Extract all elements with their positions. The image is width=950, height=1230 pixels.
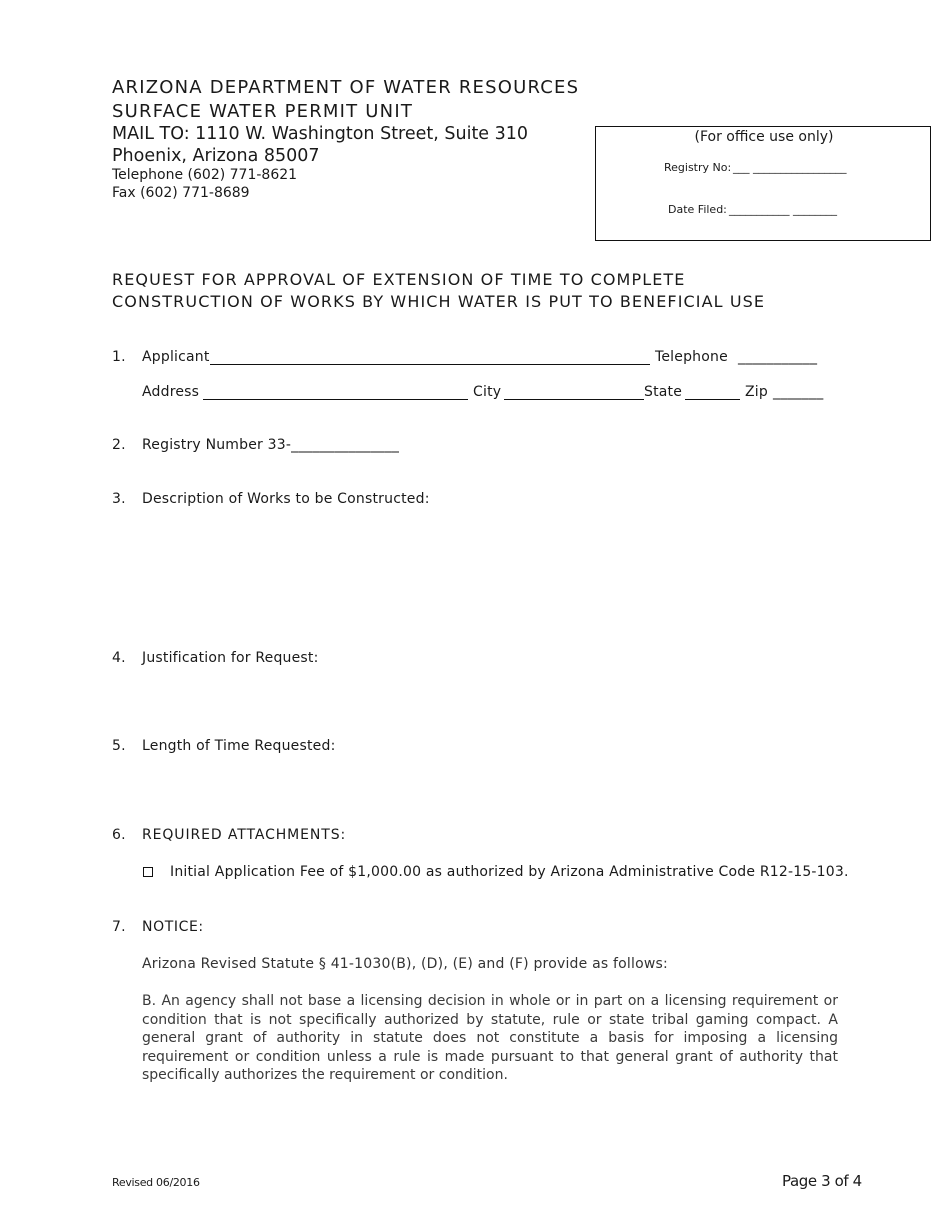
notice-label: NOTICE: (142, 919, 204, 935)
item-number-1: 1. (112, 349, 126, 365)
office-registry-field[interactable]: ___ _________________ (733, 161, 847, 174)
item-number-5: 5. (112, 738, 126, 754)
agency-fax: Fax (602) 771-8689 (112, 185, 250, 201)
address-label: Address (142, 384, 200, 400)
statute-line: Arizona Revised Statute § 41-1030(B), (D), (E) and (F) provide as follows: (142, 956, 668, 972)
city-label: City (473, 384, 502, 400)
office-date-field[interactable]: ___________ ________ (729, 203, 837, 216)
office-registry-label: Registry No: (664, 161, 732, 174)
telephone-input[interactable]: ___________ (738, 349, 818, 365)
state-label: State (644, 384, 683, 400)
telephone-label: Telephone (655, 349, 728, 365)
description-label: Description of Works to be Constructed: (142, 491, 430, 507)
registry-number-field[interactable]: Registry Number 33-_______________ (142, 437, 400, 453)
fee-text: Initial Application Fee of $1,000.00 as authorized by Arizona Administrative Code R12-15-103. (170, 864, 849, 880)
applicant-label: Applicant (142, 349, 210, 365)
statute-paragraph-b: B. An agency shall not base a licensing decision in whole or in part on a licensing requirement or condition that is not specifically authorized by statute, rule or state tribal gaming compact. A general grant of authority in statute does not constitute a basis for imposing a licensing requirement or condition unless a rule is made pursuant to that general grant of authority that specifically authorizes the requirement or condition. (142, 993, 838, 1083)
applicant-input[interactable] (210, 364, 650, 365)
length-label: Length of Time Requested: (142, 738, 336, 754)
city-input[interactable] (504, 399, 644, 400)
page-number: Page 3 of 4 (782, 1172, 862, 1190)
zip-label: Zip (745, 384, 768, 400)
city-state-zip: Phoenix, Arizona 85007 (112, 146, 320, 166)
address-input[interactable] (203, 399, 468, 400)
item-number-2: 2. (112, 437, 126, 453)
unit-name: SURFACE WATER PERMIT UNIT (112, 101, 414, 122)
form-title-line2: CONSTRUCTION OF WORKS BY WHICH WATER IS PUT TO BENEFICIAL USE (112, 292, 766, 311)
item-number-6: 6. (112, 827, 126, 843)
office-use-box (595, 126, 931, 241)
state-input[interactable] (685, 399, 740, 400)
justification-label: Justification for Request: (142, 650, 319, 666)
office-use-title: (For office use only) (694, 129, 834, 145)
form-title-line1: REQUEST FOR APPROVAL OF EXTENSION OF TIME TO COMPLETE (112, 270, 686, 289)
zip-input[interactable]: _______ (773, 384, 824, 400)
item-number-3: 3. (112, 491, 126, 507)
revised-date: Revised 06/2016 (112, 1176, 200, 1189)
office-date-label: Date Filed: (668, 203, 727, 216)
attachments-label: REQUIRED ATTACHMENTS: (142, 827, 347, 843)
fee-checkbox[interactable] (143, 867, 153, 877)
agency-telephone: Telephone (602) 771-8621 (112, 167, 298, 183)
mail-to-address: MAIL TO: 1110 W. Washington Street, Suite 310 (112, 124, 529, 144)
item-number-4: 4. (112, 650, 126, 666)
item-number-7: 7. (112, 919, 126, 935)
agency-name: ARIZONA DEPARTMENT OF WATER RESOURCES (112, 77, 580, 98)
